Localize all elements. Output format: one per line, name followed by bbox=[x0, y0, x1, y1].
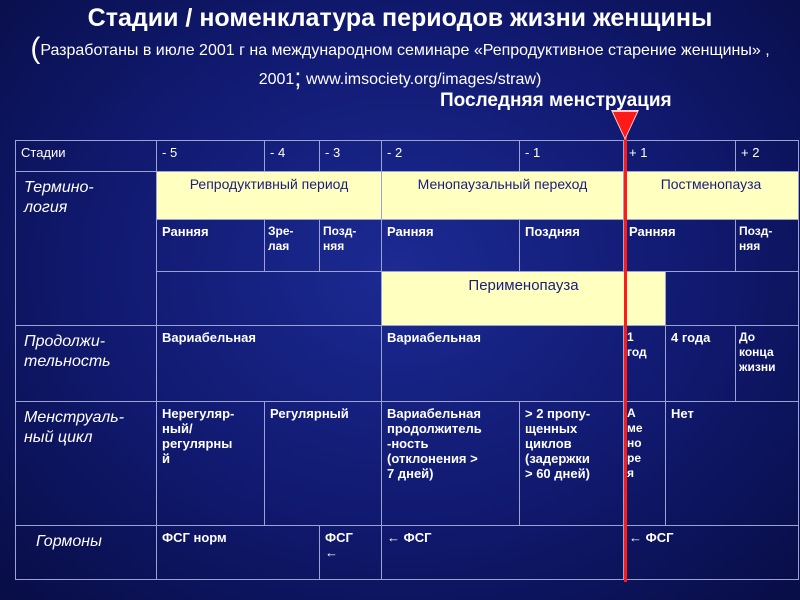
subphase-early-postmenopause: Ранняя bbox=[624, 220, 736, 272]
terminology-label-text: Термино- логия bbox=[24, 179, 94, 216]
hormones-fsh-rising: ФСГ ← bbox=[320, 526, 382, 580]
cycle-none: Нет bbox=[666, 402, 799, 526]
subtitle-text: Разработаны в июле 2001 г на международном семинаре «Репродуктивное старение женщины» , 2001 bbox=[40, 42, 770, 88]
duration-label-text: Продолжи- тельность bbox=[24, 333, 111, 370]
subtitle-open-paren: ( bbox=[30, 32, 41, 65]
cycle-row bbox=[16, 402, 799, 526]
straw-stages-table bbox=[15, 140, 799, 580]
duration-row bbox=[16, 326, 799, 402]
subphase-late-transition: Поздняя bbox=[520, 220, 624, 272]
perimenopause-empty-left bbox=[157, 272, 382, 326]
stage-plus-2: + 2 bbox=[736, 141, 799, 172]
stage-minus-1: - 1 bbox=[520, 141, 624, 172]
stage-minus-2: - 2 bbox=[382, 141, 520, 172]
subtitle bbox=[10, 32, 790, 93]
stages-row bbox=[16, 141, 799, 172]
period-menopausal-transition: Менопаузальный переход bbox=[382, 172, 624, 220]
perimenopause-empty-right bbox=[666, 272, 799, 326]
cycle-label-text: Менструаль- ный цикл bbox=[24, 409, 125, 446]
last-menstruation-arrow-icon bbox=[613, 112, 637, 138]
hormones-fsh-postmenopause: ← ФСГ bbox=[624, 526, 799, 580]
duration-four-years: 4 года bbox=[666, 326, 736, 402]
duration-transition: Вариабельная bbox=[382, 326, 624, 402]
perimenopause-band: Перименопауза bbox=[382, 272, 666, 326]
cycle-regular: Регулярный bbox=[265, 402, 382, 526]
subtitle-url[interactable]: www.imsociety.org/images/straw) bbox=[301, 71, 542, 88]
last-menstruation-marker-line bbox=[624, 117, 627, 582]
subphase-early-reproductive: Ранняя bbox=[157, 220, 265, 272]
subphase-early-transition: Ранняя bbox=[382, 220, 520, 272]
duration-label bbox=[16, 326, 157, 402]
duration-reproductive: Вариабельная bbox=[157, 326, 382, 402]
last-menstruation-label: Последняя менструация bbox=[440, 90, 672, 111]
hormones-row bbox=[16, 526, 799, 580]
page-title: Стадии / номенклатура периодов жизни женщины bbox=[87, 4, 713, 32]
cycle-skipped-cycles: > 2 пропу- щенных циклов (задержки > 60 дней) bbox=[520, 402, 624, 526]
cycle-amenorrhea: А ме но ре я bbox=[624, 402, 666, 526]
stage-minus-5: - 5 bbox=[157, 141, 265, 172]
stages-label: Стадии bbox=[16, 141, 157, 172]
stage-plus-1: + 1 bbox=[624, 141, 736, 172]
subphase-peak: Зре- лая bbox=[265, 220, 320, 272]
period-postmenopause: Постменопауза bbox=[624, 172, 799, 220]
subphase-late-postmenopause: Позд- няя bbox=[736, 220, 799, 272]
cycle-label bbox=[16, 402, 157, 526]
cycle-variable-length: Вариабельная продолжитель -ность (отклонения > 7 дней) bbox=[382, 402, 520, 526]
duration-one-year: 1 год bbox=[624, 326, 666, 402]
stage-minus-4: - 4 bbox=[265, 141, 320, 172]
hormones-label: Гормоны bbox=[16, 526, 157, 580]
period-reproductive: Репродуктивный период bbox=[157, 172, 382, 220]
hormones-fsh-transition: ← ФСГ bbox=[382, 526, 624, 580]
terminology-label bbox=[16, 172, 157, 326]
subphase-late-reproductive: Позд- няя bbox=[320, 220, 382, 272]
hormones-fsh-normal: ФСГ норм bbox=[157, 526, 320, 580]
stage-minus-3: - 3 bbox=[320, 141, 382, 172]
duration-lifelong: До конца жизни bbox=[736, 326, 799, 402]
subtitle-semicolon: ; bbox=[294, 62, 302, 92]
terminology-periods-row bbox=[16, 172, 799, 220]
cycle-irregular-regular: Нерегуляр- ный/ регулярны й bbox=[157, 402, 265, 526]
